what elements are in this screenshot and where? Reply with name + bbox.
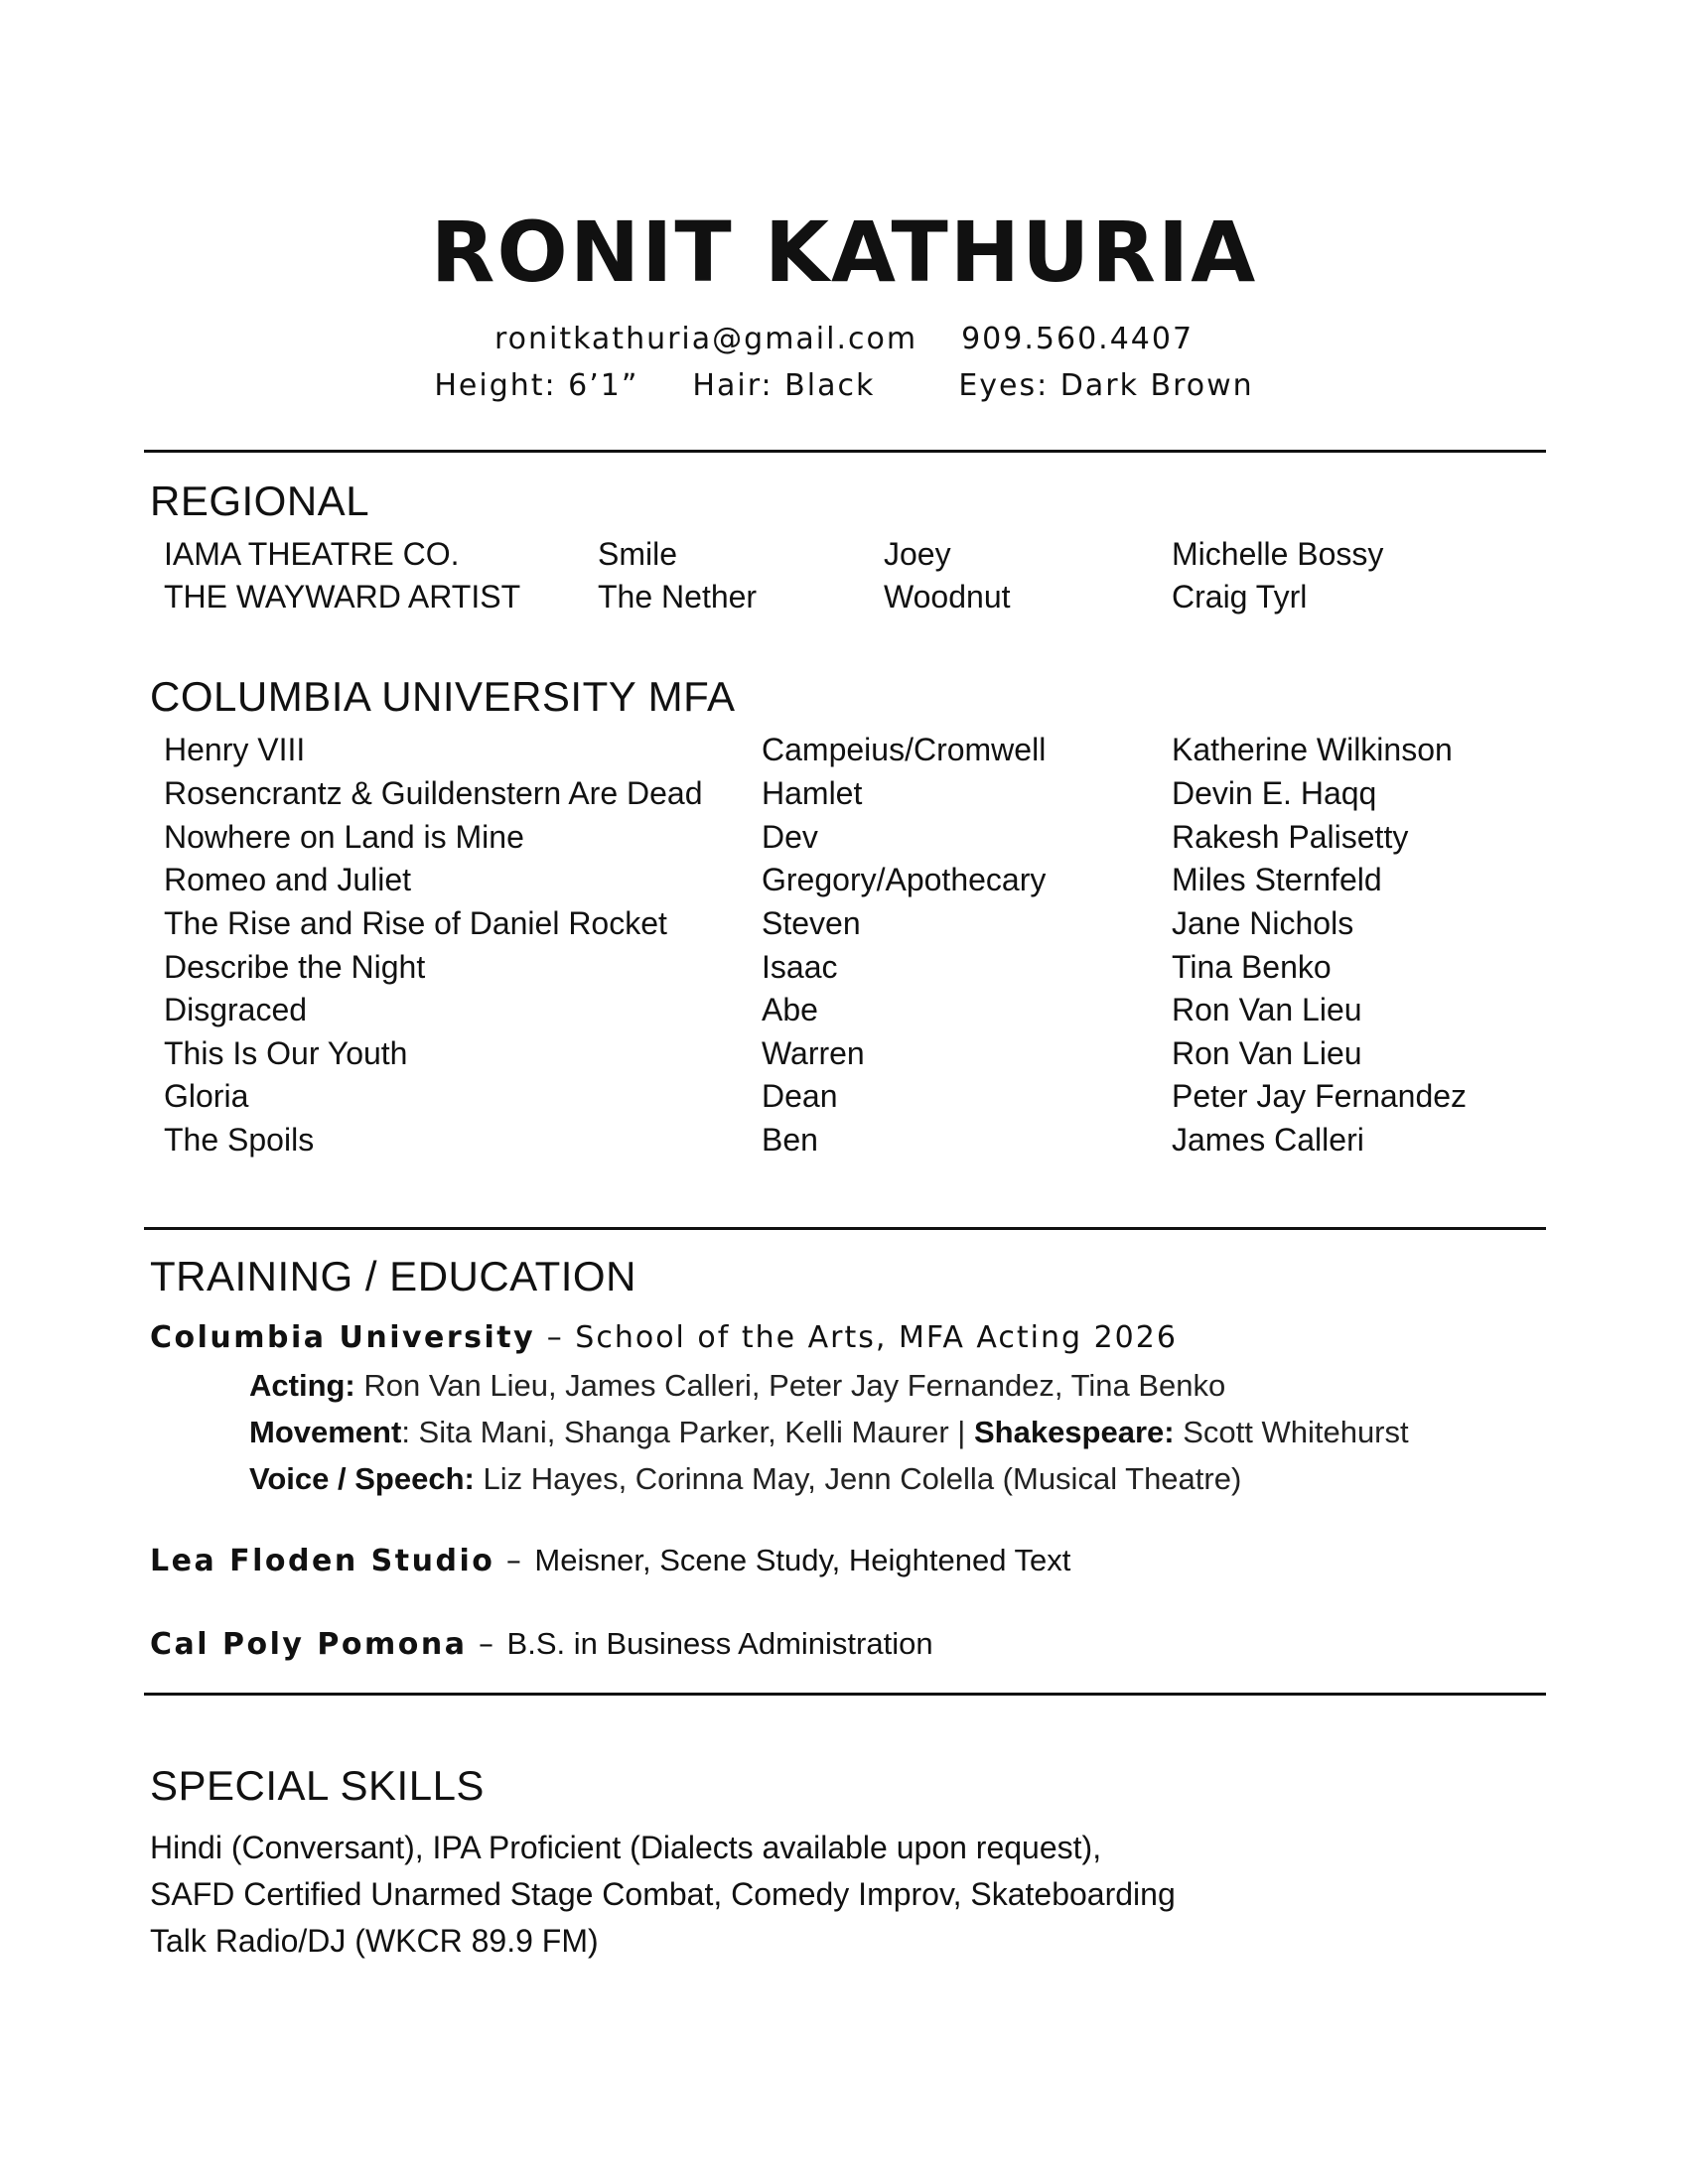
height-stat: Height: 6’1” (434, 368, 639, 403)
columbia-show: The Spoils (164, 1122, 315, 1158)
columbia-director: Devin E. Haqq (1172, 775, 1377, 811)
movement-teachers (249, 1417, 1409, 1447)
columbia-show: Nowhere on Land is Mine (164, 819, 524, 855)
columbia-role: Isaac (762, 949, 838, 985)
columbia-show: Romeo and Juliet (164, 862, 412, 897)
columbia-role: Hamlet (762, 775, 863, 811)
columbia-show: Describe the Night (164, 949, 426, 985)
school-name: Cal Poly Pomona (150, 1627, 468, 1662)
school-program: – School of the Arts, MFA Acting 2026 (535, 1320, 1178, 1355)
columbia-role: Warren (762, 1035, 865, 1071)
shakespeare-label: Shakespeare: (973, 1415, 1175, 1449)
columbia-show: Rosencrantz & Guildenstern Are Dead (164, 775, 703, 811)
regional-director: Craig Tyrl (1172, 579, 1308, 614)
contact-line (0, 322, 1688, 356)
section-heading-columbia: COLUMBIA UNIVERSITY MFA (150, 673, 736, 720)
section-heading-skills: SPECIAL SKILLS (150, 1762, 485, 1809)
columbia-director: Tina Benko (1172, 949, 1332, 985)
voice-value: Liz Hayes, Corinna May, Jenn Colella (Musical Theatre) (474, 1461, 1242, 1496)
acting-label: Acting: (249, 1368, 355, 1403)
regional-role: Joey (884, 536, 951, 572)
regional-company: THE WAYWARD ARTIST (164, 579, 521, 614)
columbia-show: The Rise and Rise of Daniel Rocket (164, 905, 667, 941)
section-heading-regional: REGIONAL (150, 478, 370, 524)
columbia-director: Katherine Wilkinson (1172, 732, 1453, 767)
columbia-role: Dean (762, 1078, 838, 1114)
physical-stats (0, 368, 1688, 403)
columbia-role: Campeius/Cromwell (762, 732, 1047, 767)
school-name: Columbia University (150, 1320, 536, 1355)
divider-middle (144, 1227, 1546, 1230)
regional-show: The Nether (598, 579, 758, 614)
hair-stat: Hair: Black (692, 368, 876, 403)
school-name: Lea Floden Studio (150, 1544, 495, 1578)
columbia-role: Gregory/Apothecary (762, 862, 1047, 897)
columbia-role: Abe (762, 992, 818, 1027)
training-lea: Lea Floden Studio – Meisner, Scene Study, Heightened Text (150, 1543, 1071, 1578)
columbia-show: Gloria (164, 1078, 249, 1114)
skills-line: Talk Radio/DJ (WKCR 89.9 FM) (150, 1923, 599, 1959)
email[interactable]: ronitkathuria@gmail.com (493, 322, 918, 356)
columbia-director: Miles Sternfeld (1172, 862, 1382, 897)
eyes-stat: Eyes: Dark Brown (958, 368, 1254, 403)
regional-company: IAMA THEATRE CO. (164, 536, 460, 572)
columbia-director: Jane Nichols (1172, 905, 1354, 941)
columbia-show: Henry VIII (164, 732, 306, 767)
training-columbia (150, 1320, 1178, 1355)
school-program: B.S. in Business Administration (506, 1626, 933, 1661)
section-heading-training: TRAINING / EDUCATION (150, 1253, 636, 1299)
shakespeare-value: Scott Whitehurst (1174, 1415, 1409, 1449)
columbia-role: Steven (762, 905, 861, 941)
voice-label: Voice / Speech: (249, 1461, 475, 1496)
skills-line: SAFD Certified Unarmed Stage Combat, Comedy Improv, Skateboarding (150, 1876, 1176, 1912)
regional-director: Michelle Bossy (1172, 536, 1384, 572)
acting-value: Ron Van Lieu, James Calleri, Peter Jay Fernandez, Tina Benko (354, 1368, 1226, 1403)
training-cal: Cal Poly Pomona – B.S. in Business Administration (150, 1626, 933, 1662)
voice-teachers (249, 1463, 1241, 1494)
columbia-show: Disgraced (164, 992, 308, 1027)
columbia-director: James Calleri (1172, 1122, 1364, 1158)
acting-teachers (249, 1370, 1225, 1401)
columbia-director: Peter Jay Fernandez (1172, 1078, 1468, 1114)
movement-value: : Sita Mani, Shanga Parker, Kelli Maurer | (401, 1415, 974, 1449)
regional-show: Smile (598, 536, 678, 572)
movement-label: Movement (249, 1415, 402, 1449)
school-program: Meisner, Scene Study, Heightened Text (534, 1543, 1071, 1577)
divider-bottom (144, 1693, 1546, 1696)
columbia-show: This Is Our Youth (164, 1035, 408, 1071)
skills-line: Hindi (Conversant), IPA Proficient (Dialects available upon request), (150, 1830, 1102, 1865)
phone[interactable]: 909.560.4407 (961, 322, 1195, 356)
columbia-director: Ron Van Lieu (1172, 1035, 1362, 1071)
columbia-role: Ben (762, 1122, 818, 1158)
columbia-director: Ron Van Lieu (1172, 992, 1362, 1027)
divider-top (144, 450, 1546, 453)
regional-role: Woodnut (884, 579, 1011, 614)
resume-name: RONIT KATHURIA (430, 204, 1258, 301)
columbia-role: Dev (762, 819, 818, 855)
columbia-director: Rakesh Palisetty (1172, 819, 1409, 855)
